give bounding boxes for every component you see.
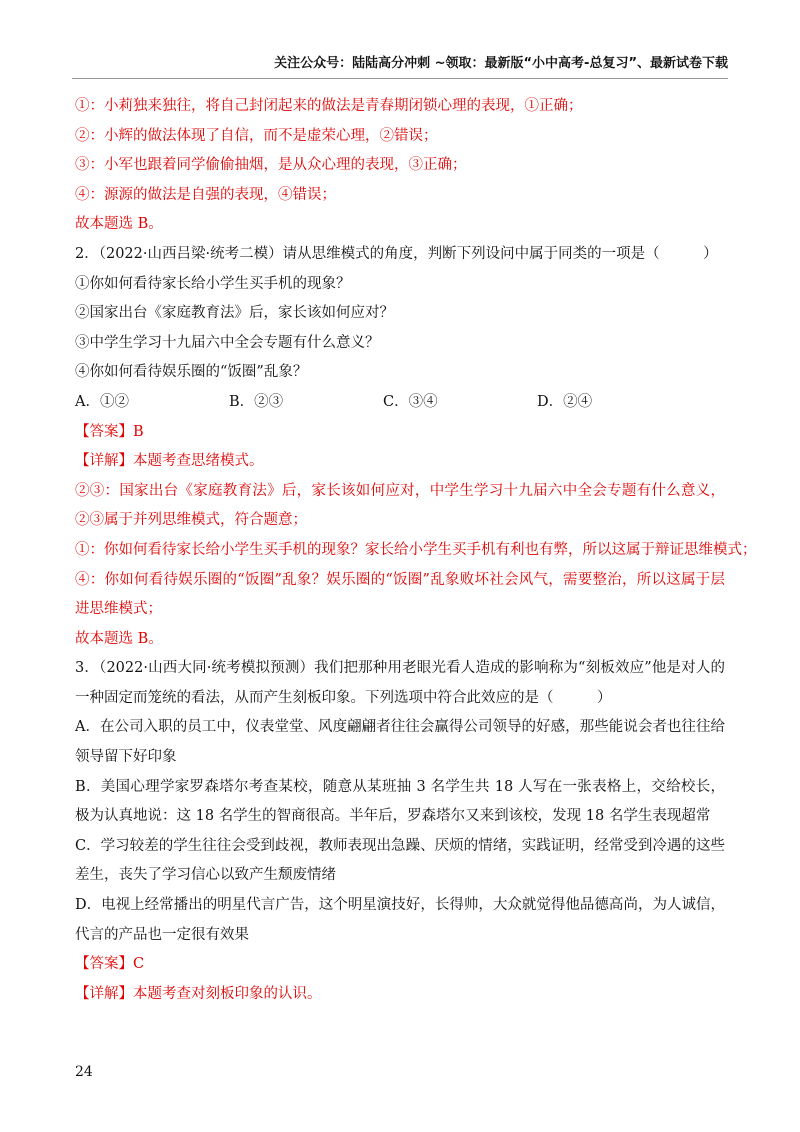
q2-detail: 【详解】本题考查思绪模式。 (75, 453, 264, 470)
q3-stem: 3．（2022·山西大同·统考模拟预测）我们把那种用老眼光看人造成的影响称为“刻板效应”他是对人的一种固定而笼统的看法，从而产生刻板印象。下列选项中符合此效应的是（ ） (75, 660, 725, 706)
q1-conclusion: 故本题选 B。 (75, 216, 163, 233)
q2-item: ④你如何看待娱乐圈的“饭圈”乱象？ (75, 364, 308, 381)
q2-option-d: D．②④ (537, 393, 593, 410)
q2-explanation: ②③：国家出台《家庭教育法》后，家长该如何应对，中学生学习十九届六中全会专题有什么意义，②③属于并列思维模式，符合题意； (75, 482, 725, 529)
q3-answer: 【答案】C (75, 956, 145, 973)
q2-options (75, 388, 725, 418)
q3-option-d: D．电视上经常播出的明星代言广告，这个明星演技好，长得帅，大众就觉得他品德高尚，为人诚信，代言的产品也一定很有效果 (75, 897, 725, 943)
q1-explanation-line: ①：小莉独来独往，将自己封闭起来的做法是青春期闭锁心理的表现，①正确； (75, 98, 583, 114)
page-header: 关注公众号：陆陆高分冲刺 ~领取：最新版“小中高考-总复习”、最新试卷下载 (274, 56, 728, 71)
q2-conclusion: 故本题选 B。 (75, 630, 163, 647)
q3-option-c: C．学习较差的学生往往会受到歧视，教师表现出急躁、厌烦的情绪，实践证明，经常受到冷遇的这些差生，丧失了学习信心以致产生颓废情绪 (75, 837, 725, 884)
q3-detail: 【详解】本题考查对刻板印象的认识。 (75, 985, 322, 1002)
q1-explanation-line: ③：小军也跟着同学偷偷抽烟，是从众心理的表现，③正确； (75, 157, 467, 174)
q2-stem: 2．（2022·山西吕梁·统考二模）请从思维模式的角度，判断下列设问中属于同类的一项是（ ） (75, 245, 718, 262)
q2-explanation: ④：你如何看待娱乐圈的“饭圈”乱象？娱乐圈的“饭圈”乱象败坏社会风气，需要整治，所以这属于层进思维模式； (75, 571, 725, 618)
q3-option-b: B．美国心理学家罗森塔尔考查某校，随意从某班抽 3 名学生共 18 人写在一张表格上，交给校长，极为认真地说：这 18 名学生的智商很高。半年后，罗森塔尔又来到该校，发现 18 名学生表现超常 (75, 778, 725, 825)
q1-explanation-line: ②：小辉的做法体现了自信，而不是虚荣心理，②错误； (75, 127, 438, 144)
q2-explanation: ①：你如何看待家长给小学生买手机的现象？家长给小学生买手机有利也有弊，所以这属于辩证思维模式； (75, 541, 757, 558)
q3-option-a: A．在公司入职的员工中，仪表堂堂、风度翩翩者往往会赢得公司领导的好感，那些能说会者也往往给领导留下好印象 (75, 719, 725, 766)
page-content (75, 92, 757, 1009)
q2-option-c: C．③④ (383, 393, 438, 410)
q2-item: ②国家出台《家庭教育法》后，家长该如何应对？ (75, 305, 394, 322)
page-number: 24 (75, 1064, 93, 1080)
q2-item: ③中学生学习十九届六中全会专题有什么意义？ (75, 334, 380, 351)
header-divider (72, 78, 728, 79)
q2-answer: 【答案】B (75, 423, 144, 440)
q1-explanation-line: ④：源源的做法是自强的表现，④错误； (75, 186, 336, 203)
q2-option-a: A．①② (75, 393, 129, 410)
q2-item: ①你如何看待家长给小学生买手机的现象？ (75, 275, 351, 292)
q2-option-b: B．②③ (229, 393, 284, 410)
